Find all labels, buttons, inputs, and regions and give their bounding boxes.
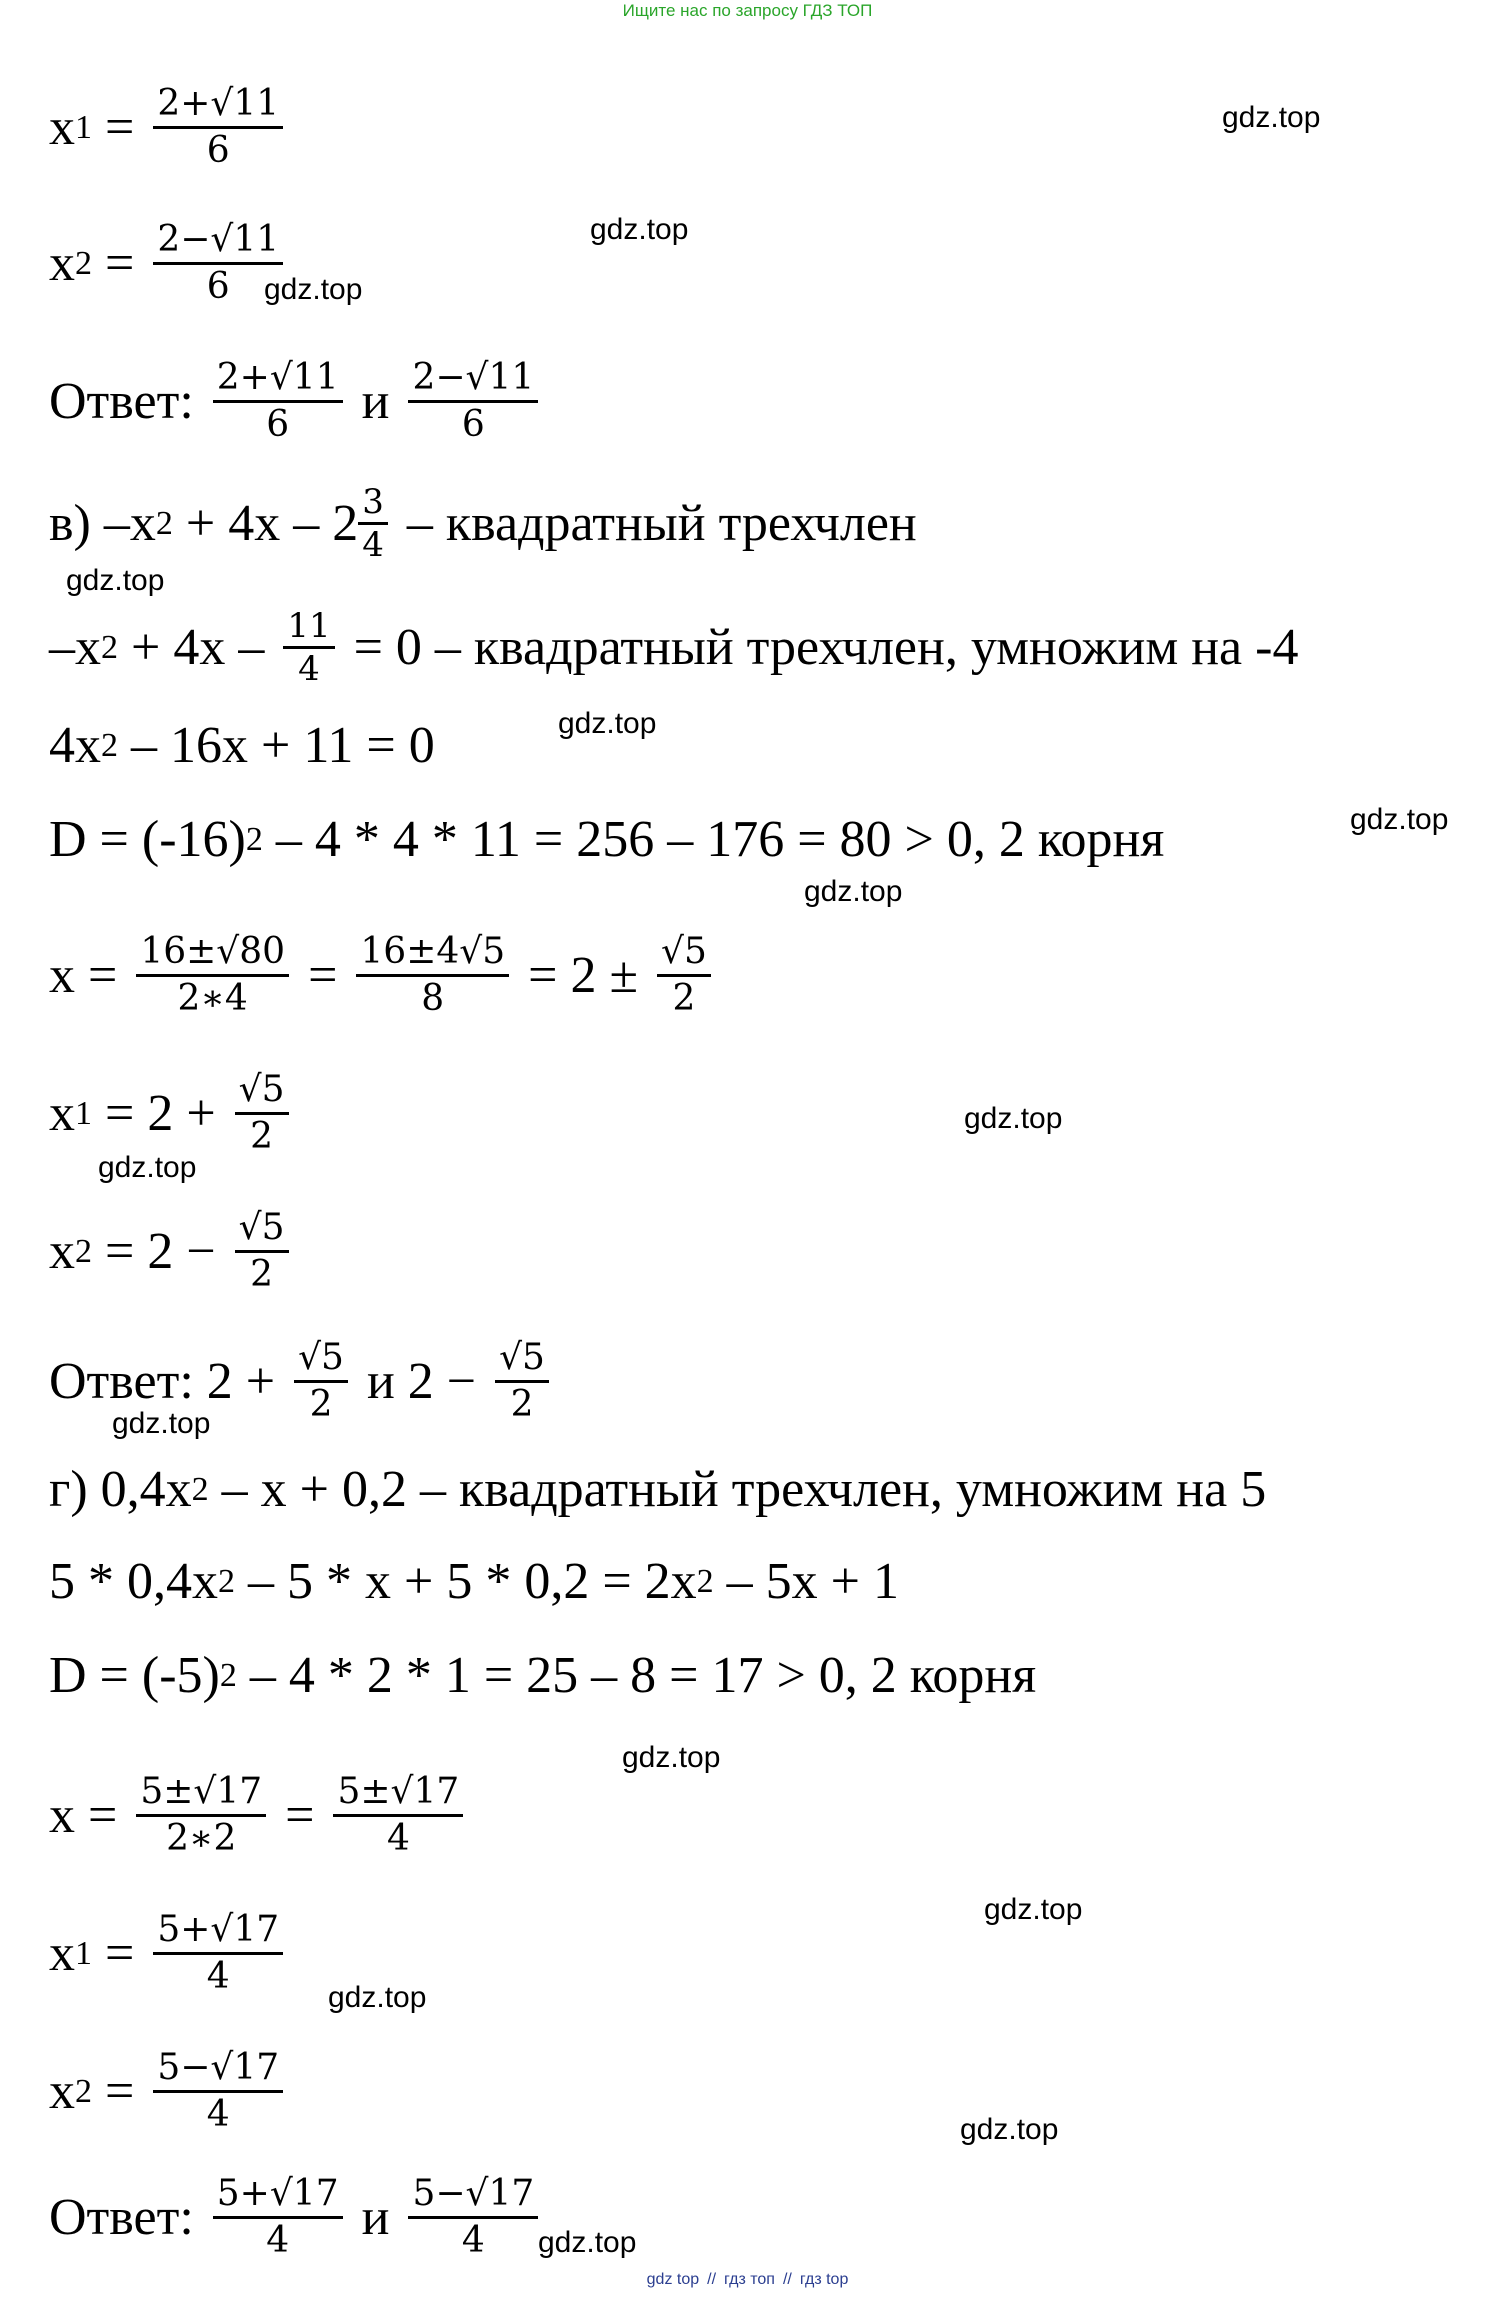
roots-g bbox=[49, 1770, 469, 1861]
fraction bbox=[153, 218, 283, 309]
text: = 2 − bbox=[92, 1222, 229, 1280]
text: + 4x – bbox=[118, 618, 278, 676]
text: D = (-5) bbox=[49, 1647, 220, 1704]
equals: = bbox=[295, 946, 351, 1004]
discriminant-g: D = (-5) 2 – 4 * 2 * 1 = 25 – 8 = 17 > 0, 2 корня bbox=[49, 1647, 1037, 1704]
fraction bbox=[153, 82, 283, 173]
numerator: √5 bbox=[294, 1336, 348, 1383]
equals: = bbox=[92, 2062, 148, 2120]
equation-v-2: 4x 2 – 16x + 11 = 0 bbox=[49, 717, 435, 774]
conjunction: и bbox=[348, 372, 403, 430]
fraction bbox=[153, 1908, 283, 1999]
equation-v-x2: x 2 = 2 − $\frac{√5}{2}$ bbox=[49, 1206, 295, 1297]
equation-x2: x 2 = $\frac{2-√11}{6}$ bbox=[49, 218, 289, 309]
fraction bbox=[136, 1770, 266, 1861]
denominator: 2 bbox=[250, 1254, 274, 1295]
footer-separator: // bbox=[782, 2271, 792, 2288]
numerator: 11 bbox=[283, 606, 334, 649]
fraction bbox=[495, 1336, 549, 1427]
denominator: 6 bbox=[461, 404, 485, 445]
text: 4x bbox=[49, 717, 101, 774]
equals: = bbox=[92, 234, 148, 292]
watermark: gdz.top bbox=[960, 2113, 1059, 2146]
watermark: gdz.top bbox=[66, 564, 165, 597]
footer-links bbox=[0, 2269, 1495, 2291]
watermark: gdz.top bbox=[804, 875, 903, 908]
denominator: 6 bbox=[206, 130, 230, 171]
var-x: x bbox=[49, 98, 75, 156]
denominator: 2∗4 bbox=[177, 978, 248, 1019]
var-x: x bbox=[49, 1084, 75, 1142]
text: – 4 * 2 * 1 = 25 – 8 = 17 > 0, 2 корня bbox=[236, 1647, 1037, 1704]
text: – 4 * 4 * 11 = 256 – 176 = 80 > 0, 2 корня bbox=[262, 811, 1165, 868]
text: – квадратный трехчлен bbox=[393, 494, 917, 552]
denominator: 2∗2 bbox=[166, 1818, 237, 1859]
denominator: 4 bbox=[206, 2094, 230, 2135]
watermark: gdz.top bbox=[622, 1741, 721, 1774]
roots-v bbox=[49, 930, 717, 1021]
denominator: 2 bbox=[672, 978, 696, 1019]
fraction bbox=[408, 356, 538, 447]
fraction bbox=[358, 482, 388, 565]
text: – 5 * x + 5 * 0,2 = 2x bbox=[235, 1553, 697, 1610]
watermark: gdz.top bbox=[538, 2226, 637, 2259]
watermark: gdz.top bbox=[1350, 803, 1449, 836]
text: г) 0,4x bbox=[49, 1461, 192, 1518]
denominator: 8 bbox=[421, 978, 445, 1019]
equation-g-x1: x 1 = $\frac{5+√17}{4}$ bbox=[49, 1908, 289, 1999]
fraction bbox=[333, 1770, 463, 1861]
watermark: gdz.top bbox=[984, 1893, 1083, 1926]
text: –x bbox=[49, 618, 101, 676]
equals: = bbox=[92, 1924, 148, 1982]
answer-g bbox=[49, 2172, 544, 2263]
numerator: 5+√17 bbox=[153, 1908, 283, 1955]
watermark: gdz.top bbox=[590, 213, 689, 246]
numerator: √5 bbox=[495, 1336, 549, 1383]
denominator: 4 bbox=[362, 525, 384, 565]
conjunction: и bbox=[348, 2188, 403, 2246]
numerator: 5+√17 bbox=[213, 2172, 343, 2219]
fraction bbox=[235, 1206, 289, 1297]
var-x: x bbox=[49, 1924, 75, 1982]
watermark: gdz.top bbox=[1222, 101, 1321, 134]
var-x: x bbox=[49, 1222, 75, 1280]
fraction bbox=[153, 2046, 283, 2137]
numerator: 2−√11 bbox=[153, 218, 283, 265]
task-g-heading: г) 0,4x 2 – x + 0,2 – квадратный трехчлен, умножим на 5 bbox=[49, 1461, 1267, 1518]
numerator: 2+√11 bbox=[213, 356, 343, 403]
numerator: 5±√17 bbox=[136, 1770, 266, 1817]
denominator: 2 bbox=[309, 1384, 333, 1425]
text: + 4x – 2 bbox=[172, 494, 359, 552]
text: 5 * 0,4x bbox=[49, 1553, 218, 1610]
footer-separator: // bbox=[707, 2271, 717, 2288]
fraction bbox=[235, 1068, 289, 1159]
header-banner: Ищите нас по запросу ГДЗ ТОП bbox=[622, 1, 873, 20]
numerator: 5±√17 bbox=[333, 1770, 463, 1817]
fraction bbox=[657, 930, 711, 1021]
watermark: gdz.top bbox=[328, 1981, 427, 2014]
denominator: 4 bbox=[386, 1818, 410, 1859]
numerator: 5−√17 bbox=[408, 2172, 538, 2219]
footer-link-gdz-top-mixed[interactable]: гдз top bbox=[799, 2271, 849, 2288]
denominator: 6 bbox=[266, 404, 290, 445]
text: = 0 – квадратный трехчлен, умножим на -4 bbox=[340, 618, 1299, 676]
numerator: 2−√11 bbox=[408, 356, 538, 403]
watermark: gdz.top bbox=[964, 1102, 1063, 1135]
answer-label: Ответ: bbox=[49, 2188, 207, 2246]
answer-b bbox=[49, 356, 544, 447]
text: – 5x + 1 bbox=[713, 1553, 899, 1610]
answer-label: Ответ: bbox=[49, 372, 207, 430]
equals: = bbox=[272, 1786, 328, 1844]
numerator: √5 bbox=[657, 930, 711, 977]
text: в) –x bbox=[49, 494, 156, 552]
numerator: 5−√17 bbox=[153, 2046, 283, 2093]
numerator: 3 bbox=[358, 482, 388, 525]
watermark: gdz.top bbox=[98, 1151, 197, 1184]
fraction bbox=[136, 930, 289, 1021]
numerator: √5 bbox=[235, 1068, 289, 1115]
footer-link-gdz-top[interactable]: gdz top bbox=[646, 2271, 700, 2288]
equation-v-x1: x 1 = 2 + $\frac{√5}{2}$ bbox=[49, 1068, 295, 1159]
denominator: 4 bbox=[461, 2220, 485, 2261]
text: = 2 ± bbox=[515, 946, 651, 1004]
text: и 2 − bbox=[353, 1352, 490, 1410]
var-x: x bbox=[49, 234, 75, 292]
fraction bbox=[356, 930, 509, 1021]
denominator: 4 bbox=[266, 2220, 290, 2261]
fraction bbox=[408, 2172, 538, 2263]
text: D = (-16) bbox=[49, 811, 246, 868]
denominator: 2 bbox=[250, 1116, 274, 1157]
text: – x + 0,2 – квадратный трехчлен, умножим на 5 bbox=[208, 1461, 1267, 1518]
watermark: gdz.top bbox=[112, 1407, 211, 1440]
denominator: 4 bbox=[298, 649, 320, 689]
text: – 16x + 11 = 0 bbox=[118, 717, 435, 774]
var-x: x bbox=[49, 2062, 75, 2120]
answer-v bbox=[49, 1336, 555, 1427]
equation-v-1: –x 2 + 4x – $\frac{11}{4}$ = 0 – квадратный трехчлен, умножим на -4 bbox=[49, 606, 1299, 689]
numerator: √5 bbox=[235, 1206, 289, 1253]
equation-g-1: 5 * 0,4x 2 – 5 * x + 5 * 0,2 = 2x 2 – 5x + 1 bbox=[49, 1553, 899, 1610]
text: = 2 + bbox=[92, 1084, 229, 1142]
fraction bbox=[294, 1336, 348, 1427]
task-v-heading: в) –x 2 + 4x – 2 $\frac{3}{4}$ – квадратный трехчлен bbox=[49, 482, 917, 565]
numerator: 16±4√5 bbox=[356, 930, 509, 977]
fraction bbox=[283, 606, 334, 689]
equation-x1: x 1 = $\frac{2+√11}{6}$ bbox=[49, 82, 289, 173]
text: x = bbox=[49, 1786, 131, 1844]
equals: = bbox=[92, 98, 148, 156]
text: x = bbox=[49, 946, 131, 1004]
footer-link-gdz-top-ru[interactable]: гдз топ bbox=[724, 2271, 775, 2288]
fraction bbox=[213, 356, 343, 447]
watermark: gdz.top bbox=[264, 273, 363, 306]
discriminant-v: D = (-16) 2 – 4 * 4 * 11 = 256 – 176 = 80 > 0, 2 корня bbox=[49, 811, 1165, 868]
numerator: 16±√80 bbox=[136, 930, 289, 977]
denominator: 4 bbox=[206, 1956, 230, 1997]
equation-g-x2: x 2 = $\frac{5-√17}{4}$ bbox=[49, 2046, 289, 2137]
denominator: 6 bbox=[206, 266, 230, 307]
fraction bbox=[213, 2172, 343, 2263]
denominator: 2 bbox=[510, 1384, 534, 1425]
numerator: 2+√11 bbox=[153, 82, 283, 129]
watermark: gdz.top bbox=[558, 707, 657, 740]
answer-label: Ответ: 2 + bbox=[49, 1352, 289, 1410]
